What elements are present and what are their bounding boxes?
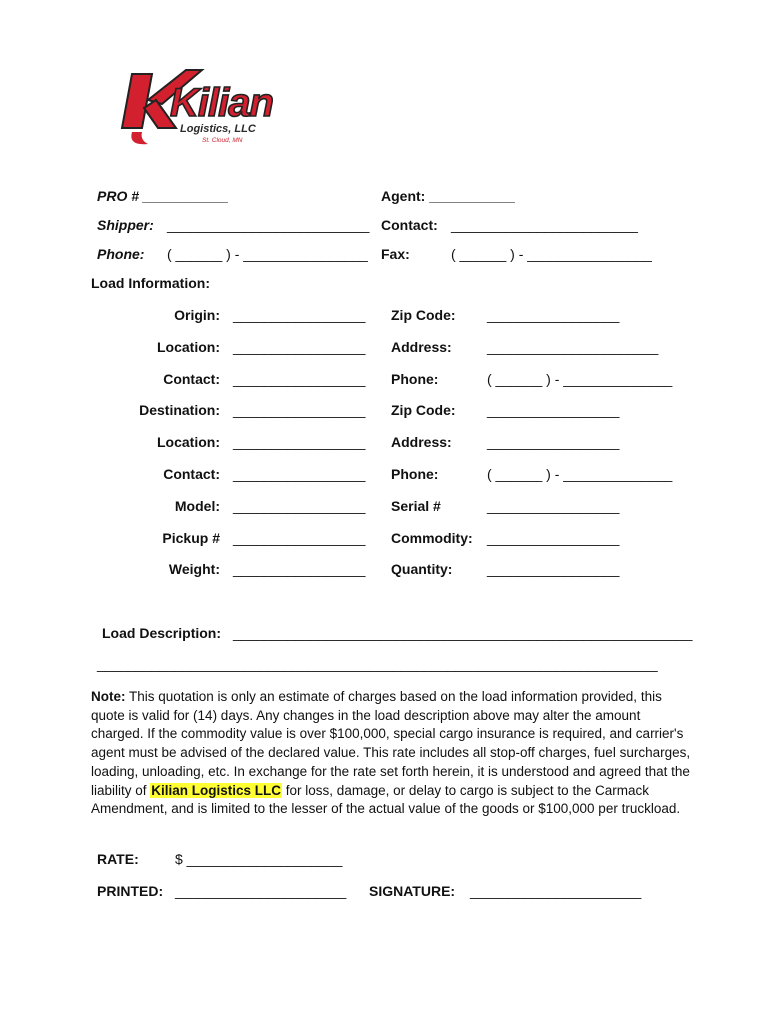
destination-location-label: Location: <box>157 434 220 450</box>
weight-label: Weight: <box>168 561 220 577</box>
origin-address-field[interactable]: ______________________ <box>487 339 659 355</box>
destination-address-field[interactable]: _________________ <box>487 434 620 450</box>
load-description-label: Load Description: <box>102 625 222 641</box>
destination-zip-label: Zip Code: <box>391 402 456 418</box>
destination-field[interactable]: _________________ <box>233 402 366 418</box>
phone-label: Phone: <box>97 246 145 262</box>
agent-field[interactable]: Agent: ___________ <box>381 188 515 204</box>
fax-label: Fax: <box>381 246 410 262</box>
signature-label: SIGNATURE: <box>369 883 456 899</box>
model-field[interactable]: _________________ <box>233 498 366 514</box>
signature-field[interactable]: ______________________ <box>470 883 642 899</box>
destination-address-label: Address: <box>391 434 452 450</box>
logo-swoosh <box>131 132 148 144</box>
note-text-1: This quotation is only an estimate of charges based on the load information provided, this quote is valid for (14) days. Any changes in the load description above may alter the amount charged. If the commodity value is over $100,000, special cargo insurance is required, and carrier's agent must be advised of the declared value. This rate includes all stop-off charges, fuel surcharges, loading, unloading, etc. In exchange for the rate set forth herein, it is understood and agreed that the liability of <box>91 689 691 798</box>
logo-location-text: St. Cloud, MN <box>202 137 243 144</box>
destination-zip-field[interactable]: _________________ <box>487 402 620 418</box>
destination-contact-field[interactable]: _________________ <box>233 466 366 482</box>
note-label: Note: <box>91 689 126 704</box>
origin-zip-field[interactable]: _________________ <box>487 307 620 323</box>
commodity-label: Commodity: <box>391 530 473 546</box>
origin-phone-field[interactable]: ( ______ ) - ______________ <box>487 371 673 387</box>
shipper-field[interactable]: __________________________ <box>167 217 370 233</box>
origin-phone-label: Phone: <box>391 371 439 387</box>
logo-brand-text: Kilian <box>170 81 273 125</box>
note-paragraph <box>91 688 691 819</box>
destination-label: Destination: <box>139 402 220 418</box>
pro-field[interactable]: PRO # ___________ <box>97 188 229 204</box>
destination-phone-label: Phone: <box>391 466 439 482</box>
origin-zip-label: Zip Code: <box>391 307 456 323</box>
destination-contact-label: Contact: <box>163 466 220 482</box>
phone-field[interactable]: ( ______ ) - ________________ <box>167 246 368 262</box>
contact-field[interactable]: ________________________ <box>451 217 638 233</box>
quantity-label: Quantity: <box>391 561 453 577</box>
weight-field[interactable]: _________________ <box>233 561 366 577</box>
quantity-field[interactable]: _________________ <box>487 561 620 577</box>
pickup-field[interactable]: _________________ <box>233 530 366 546</box>
load-description-field-2[interactable]: ________________________________________________________________________ <box>97 656 658 672</box>
pickup-label: Pickup # <box>162 530 220 546</box>
origin-contact-field[interactable]: _________________ <box>233 371 366 387</box>
logo-sub-text: Logistics, LLC <box>180 123 256 135</box>
printed-label: PRINTED: <box>97 883 164 899</box>
destination-location-field[interactable]: _________________ <box>233 434 366 450</box>
origin-address-label: Address: <box>391 339 452 355</box>
shipper-label: Shipper: <box>97 217 154 233</box>
destination-phone-field[interactable]: ( ______ ) - ______________ <box>487 466 673 482</box>
serial-field[interactable]: _________________ <box>487 498 620 514</box>
model-label: Model: <box>174 498 220 514</box>
rate-label: RATE: <box>97 851 139 867</box>
company-logo <box>118 66 298 150</box>
serial-label: Serial # <box>391 498 441 514</box>
commodity-field[interactable]: _________________ <box>487 530 620 546</box>
printed-name-field[interactable]: ______________________ <box>175 883 347 899</box>
load-info-heading: Load Information: <box>91 275 210 291</box>
load-description-field[interactable]: ___________________________________________________________ <box>233 625 693 641</box>
origin-field[interactable]: _________________ <box>233 307 366 323</box>
origin-contact-label: Contact: <box>163 371 220 387</box>
note-text-2: for loss, damage, or delay to cargo is subject to the Carmack Amendment, and is limited to the lesser of the actual value of the goods or $100,000 per truckload. <box>91 782 681 817</box>
origin-location-label: Location: <box>157 339 220 355</box>
company-name-highlight: Kilian Logistics LLC <box>151 782 282 798</box>
rate-field[interactable]: $ ____________________ <box>175 851 343 867</box>
origin-label: Origin: <box>174 307 220 323</box>
origin-location-field[interactable]: _________________ <box>233 339 366 355</box>
contact-label: Contact: <box>381 217 438 233</box>
fax-field[interactable]: ( ______ ) - ________________ <box>451 246 652 262</box>
